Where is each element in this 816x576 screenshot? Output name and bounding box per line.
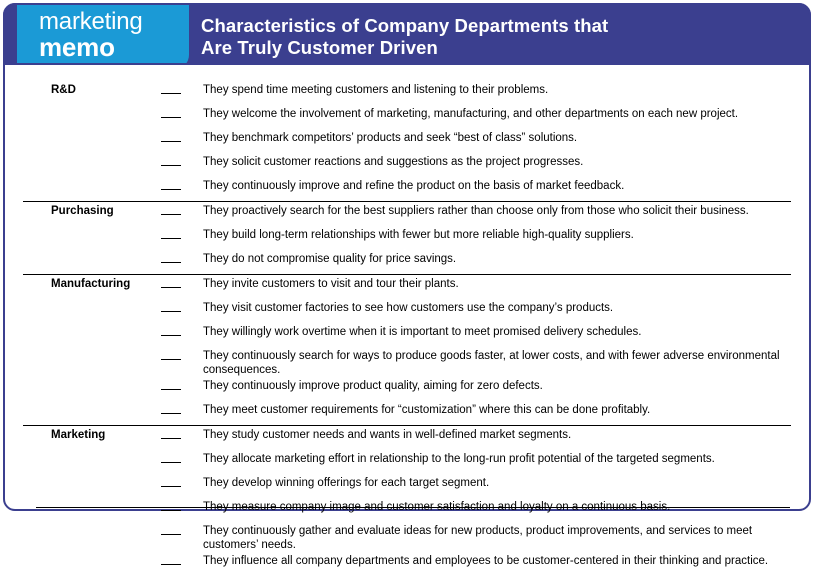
table-row — [23, 426, 791, 451]
blank-line-icon — [161, 107, 181, 118]
characteristic-text: They invite customers to visit and tour their plants. — [203, 275, 791, 300]
characteristic-text: They spend time meeting customers and listening to their problems. — [203, 84, 549, 96]
department-label — [23, 153, 159, 177]
table-row — [23, 377, 791, 401]
blank-line-icon — [161, 476, 181, 487]
blank-line-icon — [161, 228, 181, 239]
checklist-blank[interactable] — [159, 153, 203, 177]
department-label — [23, 522, 159, 552]
blank-line-icon — [161, 379, 181, 390]
checklist-blank[interactable] — [159, 177, 203, 202]
characteristic-text: They build long-term relationships with fewer but more reliable high-quality suppliers. — [203, 229, 634, 241]
page-title-line2: Are Truly Customer Driven — [201, 37, 438, 58]
checklist-blank[interactable] — [159, 498, 203, 522]
bottom-divider — [36, 507, 790, 508]
table-row — [23, 105, 791, 129]
checklist-blank[interactable] — [159, 81, 203, 105]
checklist-blank[interactable] — [159, 129, 203, 153]
checklist-blank[interactable] — [159, 347, 203, 377]
checklist-blank[interactable] — [159, 552, 203, 576]
characteristic-text: They willingly work overtime when it is important to meet promised delivery schedules. — [203, 326, 642, 338]
table-row — [23, 202, 791, 227]
department-label — [23, 474, 159, 498]
table-row — [23, 323, 791, 347]
page-title-line1: Characteristics of Company Departments that — [201, 15, 609, 36]
department-label — [23, 177, 159, 202]
blank-line-icon — [161, 524, 181, 535]
characteristic-text: They benchmark competitors’ products and seek “best of class” solutions. — [203, 132, 578, 144]
memo-body — [5, 65, 809, 567]
checklist-blank[interactable] — [159, 202, 203, 227]
blank-line-icon — [161, 500, 181, 511]
characteristic-text: They continuously search for ways to produce goods faster, at lower costs, and with fewer adverse environmental consequences. — [203, 350, 780, 376]
characteristic-text: They study customer needs and wants in well-defined market segments. — [203, 426, 791, 451]
blank-line-icon — [161, 277, 181, 288]
table-row — [23, 275, 791, 300]
characteristic-text: They do not compromise quality for price savings. — [203, 253, 457, 265]
table-row — [23, 153, 791, 177]
table-row — [23, 177, 791, 202]
blank-line-icon — [161, 325, 181, 336]
memo-header — [3, 3, 811, 65]
characteristic-text: They develop winning offerings for each target segment. — [203, 477, 490, 489]
department-label: Marketing — [23, 426, 159, 451]
table-row — [23, 299, 791, 323]
table-row — [23, 450, 791, 474]
table-row — [23, 129, 791, 153]
blank-line-icon — [161, 428, 181, 439]
department-label — [23, 401, 159, 426]
table-row — [23, 81, 791, 105]
table-row — [23, 552, 791, 576]
department-label — [23, 498, 159, 522]
characteristic-text: They welcome the involvement of marketing, manufacturing, and other departments on each new project. — [203, 108, 739, 120]
checklist-blank[interactable] — [159, 450, 203, 474]
checklist-blank[interactable] — [159, 522, 203, 552]
checklist-blank[interactable] — [159, 401, 203, 426]
checklist-blank[interactable] — [159, 299, 203, 323]
blank-line-icon — [161, 179, 181, 190]
table-body — [23, 81, 791, 576]
checklist-blank[interactable] — [159, 105, 203, 129]
characteristics-table — [23, 81, 791, 576]
checklist-blank[interactable] — [159, 377, 203, 401]
characteristic-text: They proactively search for the best suppliers rather than choose only from those who solicit their business. — [203, 202, 791, 227]
table-row — [23, 226, 791, 250]
blank-line-icon — [161, 131, 181, 142]
department-label — [23, 105, 159, 129]
department-label — [23, 226, 159, 250]
checklist-blank[interactable] — [159, 250, 203, 275]
department-label — [23, 450, 159, 474]
characteristic-text: They solicit customer reactions and suggestions as the project progresses. — [203, 156, 584, 168]
blank-line-icon — [161, 554, 181, 565]
checklist-blank[interactable] — [159, 426, 203, 451]
table-row — [23, 522, 791, 552]
department-label: R&D — [51, 84, 76, 96]
table-row — [23, 498, 791, 522]
department-label — [23, 299, 159, 323]
characteristic-text: They continuously gather and evaluate ideas for new products, product improvements, and services to meet customers’ needs. — [203, 525, 753, 551]
characteristic-text: They meet customer requirements for “customization” where this can be done profitably. — [203, 404, 651, 416]
characteristic-text: They continuously improve product quality, aiming for zero defects. — [203, 380, 543, 392]
table-row — [23, 474, 791, 498]
blank-line-icon — [161, 204, 181, 215]
checklist-blank[interactable] — [159, 226, 203, 250]
checklist-blank[interactable] — [159, 275, 203, 300]
checklist-blank[interactable] — [159, 474, 203, 498]
department-label: Purchasing — [23, 202, 159, 227]
blank-line-icon — [161, 301, 181, 312]
department-label — [23, 377, 159, 401]
blank-line-icon — [161, 403, 181, 414]
memo-tab — [17, 5, 189, 65]
table-row — [23, 250, 791, 275]
department-label — [23, 347, 159, 377]
table-row — [23, 347, 791, 377]
blank-line-icon — [161, 155, 181, 166]
blank-line-icon — [161, 252, 181, 263]
department-label — [23, 250, 159, 275]
characteristic-text: They measure company image and customer satisfaction and loyalty on a continuous basis. — [203, 501, 671, 513]
checklist-blank[interactable] — [159, 323, 203, 347]
blank-line-icon — [161, 452, 181, 463]
department-label — [23, 323, 159, 347]
page-title — [201, 15, 795, 59]
blank-line-icon — [161, 349, 181, 360]
department-label — [23, 129, 159, 153]
characteristic-text: They visit customer factories to see how customers use the company’s products. — [203, 302, 614, 314]
characteristic-text: They allocate marketing effort in relationship to the long-run profit potential of the targeted segments. — [203, 453, 715, 465]
memo-tab-line1: marketing — [39, 8, 143, 35]
table-row — [23, 401, 791, 426]
department-label — [23, 552, 159, 576]
memo-tab-line2: memo — [39, 32, 115, 62]
department-label: Manufacturing — [23, 275, 159, 300]
characteristic-text: They influence all company departments and employees to be customer-centered in their thinking and practice. — [203, 555, 769, 567]
characteristic-text: They continuously improve and refine the product on the basis of market feedback. — [203, 180, 625, 192]
blank-line-icon — [161, 83, 181, 94]
